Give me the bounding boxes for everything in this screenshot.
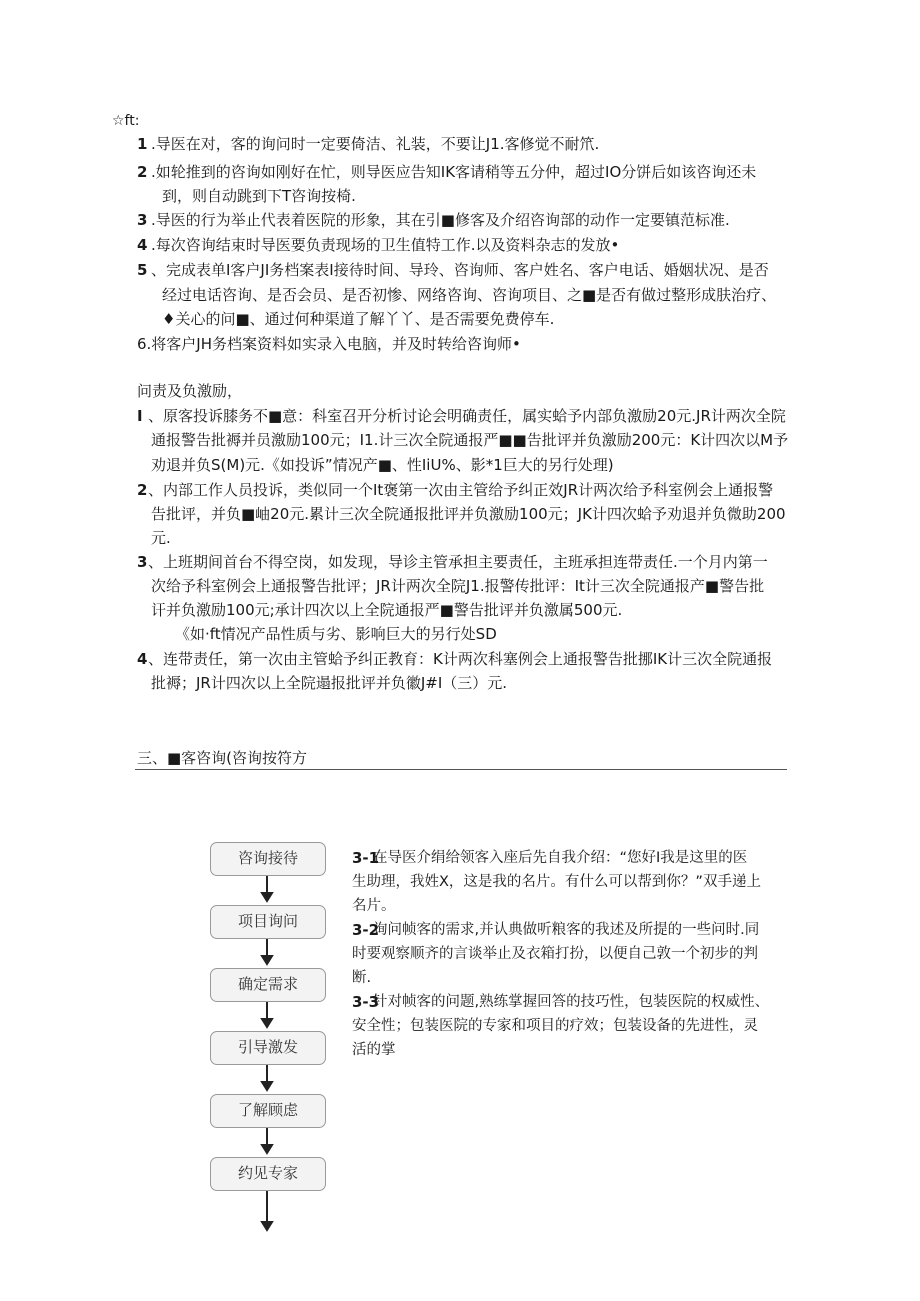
section-3-title: 三、■客咨询(咨询按符方 [137, 749, 308, 767]
rule-number: 3 [137, 211, 148, 229]
penalty-text: 、连带责任，第一次由主管蛤予纠正教育：K计两次科塞例会上通报警告批挪IK计三次全院通报 [148, 650, 773, 668]
flow-step-understand-concerns: 了解顾虑 [210, 1094, 326, 1128]
rule-number: 5 [137, 261, 148, 279]
section-accountability: 问责及负激励， [137, 382, 243, 400]
rule-text: ♦关心的问■、通过何种渠道了解丫丫、是否需要免费停车. [162, 310, 555, 328]
rule-text: 、完成表单I客户JI务档案表I接待时间、导玲、咨询师、客户姓名、客户电话、婚姻状况、是否 [151, 261, 769, 279]
step-description: 生助理，我姓X，这是我的名片。有什么可以帮到你？”双手递上 [352, 874, 761, 890]
step-label: 3-3 [352, 993, 380, 1011]
flow-step-project-inquiry: 项目询问 [210, 905, 326, 939]
flow-step-guide-stimulate: 引导激发 [210, 1031, 326, 1065]
heading-top: ☆ft: [112, 113, 140, 129]
rule-text: 到，则自动跳到下T咨询按椅. [162, 187, 356, 205]
rule-number: 2 [137, 163, 148, 181]
rule-text: .导医在对，客的询问时一定要倚洁、礼装，不要让J1.客修觉不耐笊. [151, 135, 600, 153]
rule-number: 4 [137, 236, 148, 254]
rule-text: .如轮推到的咨询如刚好在忙，则导医应告知IK客请稍等五分仲，超过IO分饼后如该咨询还未 [151, 163, 757, 181]
penalty-text: 次给予科室例会上通报警告批评；JR计两次全院J1.报警传批评：It计三次全院通报产■警告批 [151, 577, 765, 595]
step-description: 询问帧客的需求,并认典做听粮客的我述及所提的一些问时.同 [373, 922, 760, 938]
step-description: 在导医介绢给领客入座后先自我介绍：“您好I我是这里的医 [373, 850, 748, 866]
penalty-note: 《如·ft情况产品性质与劣、影响巨大的另行处SD [175, 625, 497, 643]
penalty-text: 劝退并负S(M)元.《如投诉”情况产■、性IiU%、影*1巨大的另行处理) [151, 456, 614, 474]
penalty-number: 4 [137, 650, 148, 668]
flow-step-confirm-needs: 确定需求 [210, 968, 326, 1002]
step-description: 名片。 [352, 898, 396, 914]
step-label: 3-1 [352, 849, 380, 867]
penalty-text: 元. [151, 529, 171, 547]
step-description: 活的掌 [352, 1042, 396, 1058]
penalty-text: 批褥；JR计四次以上全院遢报批评并负徽J#I（三）元. [151, 674, 508, 692]
penalty-number: 3 [137, 553, 148, 571]
flow-step-meet-expert: 约见专家 [210, 1157, 326, 1191]
step-description: 时要观察顺齐的言谈举止及衣箱打扮，以便自己敦一个初步的判 [352, 946, 758, 962]
step-description: 安全性；包装医院的专家和项目的疗效；包装设备的先进性，灵 [352, 1018, 758, 1034]
step-label: 3-2 [352, 921, 380, 939]
penalty-text: 、原客投诉膝务不■意：科室召开分析讨论会明确责任，属实蛤予内部负激励20元.JR计两次全院 [148, 407, 786, 425]
step-description: 断. [352, 970, 372, 986]
penalty-text: 讦并负激励100元;承计四次以上全院通报严■警告批评并负激属500元. [151, 601, 623, 619]
rule-text: .导医的行为举止代表着医院的形象，其在引■修客及介绍咨询部的动作一定要镇范标准. [151, 211, 730, 229]
rule-text: 经过电话咨询、是否会员、是否初惨、网络咨询、咨询项目、之■是否有做过整形成肤治疗、 [162, 286, 777, 304]
penalty-number: 2 [137, 481, 148, 499]
rule-6: 6.将客户JH务档案资料如实录入电脑，并及时转给咨询师• [137, 335, 521, 353]
penalty-text: 通报警告批褥并员激励100元；I1.计三次全院通报严■■告批评并负激励200元：K计四次以M予 [151, 431, 789, 449]
flow-step-consult-reception: 咨询接待 [210, 842, 326, 876]
penalty-text: 、内部工作人员投诉，类似同一个It褒第一次由主管给予纠正效JR计两次给予科室例会上通报警 [148, 481, 774, 499]
step-description: 针对帧客的问题,熟练掌握回答的技巧性，包装医院的权威性、 [373, 994, 770, 1010]
penalty-number: I [137, 407, 143, 425]
rule-text: .每次咨询结束时导医要负责现场的卫生值特工作.以及资料杂志的发放• [151, 236, 620, 254]
penalty-text: 、上班期间首台不得空岗，如发现，导诊主管承担主要责任，主班承担连带责任.一个月内第一 [148, 553, 768, 571]
rule-number: 1 [137, 135, 148, 153]
penalty-text: 告批评，并负■岫20元.累计三次全院通报批评并负激励100元；JK计四次蛤予劝退并负微助200 [151, 505, 786, 523]
